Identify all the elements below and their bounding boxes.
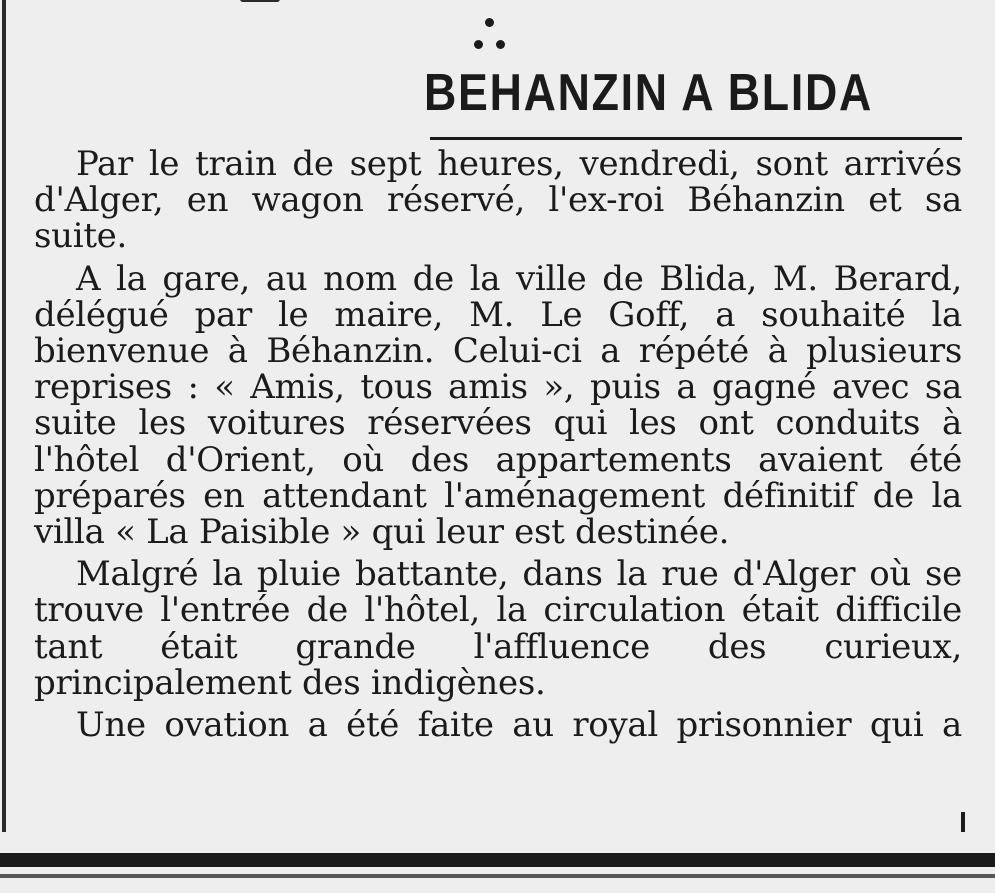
article-title: BEHANZIN A BLIDA xyxy=(424,64,874,122)
article-paragraph: Par le train de sept heures, vendredi, sont arrivés d'Alger, en wagon réservé, l'ex-roi Béhanzin et sa suite. xyxy=(34,144,962,257)
article-paragraph: Malgré la pluie battante, dans la rue d'Alger où se trouve l'entrée de l'hôtel, la circulation était difficile tant était grande l'affluence des curieux, principalement des indigènes. xyxy=(34,554,962,703)
page-rule-bottom xyxy=(0,853,995,867)
page-rule-bottom-thin xyxy=(0,874,995,878)
asterism-icon xyxy=(466,14,522,58)
column-rule-left xyxy=(2,0,6,832)
article-paragraph: A la gare, au nom de la ville de Blida, M. Berard, délégué par le maire, M. Le Goff, a souhaité la bienvenue à Béhanzin. Celui-ci a répété à plusieurs reprises : « Amis, tous amis », puis a gagné avec sa suite les voitures réservées qui les ont conduits à l'hôtel d'Orient, où des appartements avaient été préparés en attendant l'aménagement définitif de la villa « La Paisible » qui leur est destinée. xyxy=(34,258,962,553)
article-paragraph: Une ovation a été faite au royal prisonnier qui a xyxy=(76,705,962,746)
previous-article-fragment xyxy=(240,0,280,2)
title-underline xyxy=(430,137,962,140)
article-body xyxy=(34,146,962,749)
column-rule-right xyxy=(961,812,965,832)
